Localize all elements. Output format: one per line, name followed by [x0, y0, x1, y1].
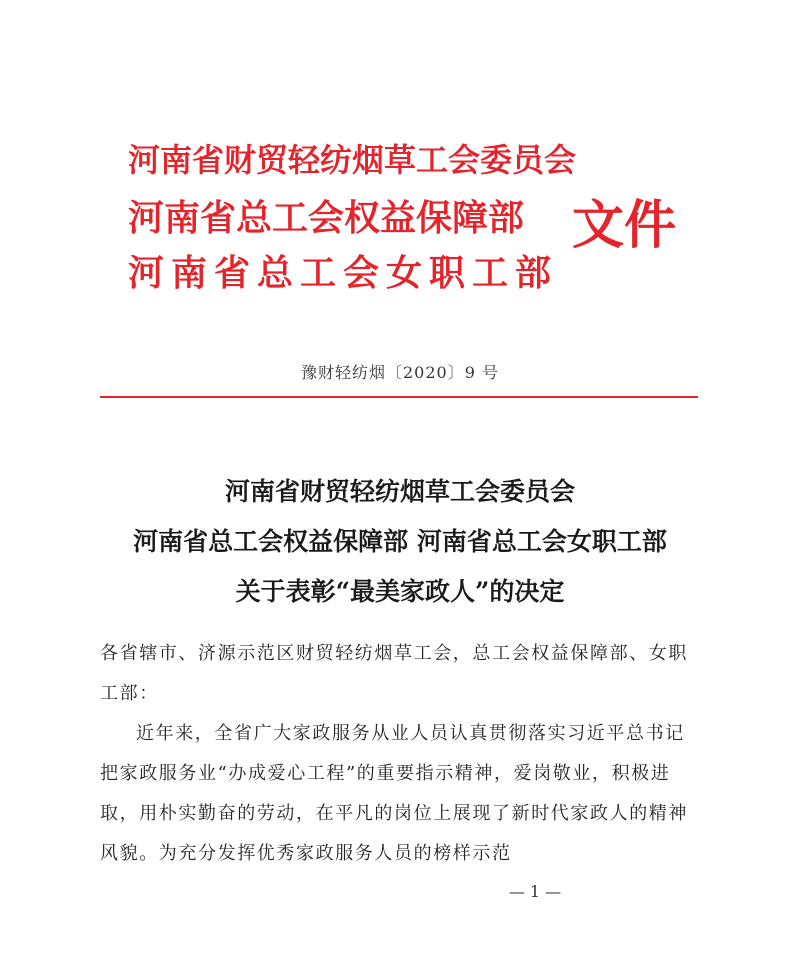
title-line-3: 关于表彰“最美家政人”的决定	[235, 577, 565, 606]
issuer-line-2: 河南省总工会权益保障部	[128, 197, 525, 239]
issuer-line-1: 河南省财贸轻纺烟草工会委员会	[128, 141, 577, 179]
title-line-1: 河南省财贸轻纺烟草工会委员会	[224, 477, 575, 506]
salutation: 各省辖市、济源示范区财贸轻纺烟草工会，总工会权益保障部、女职工部：	[100, 643, 688, 704]
title-line-2: 河南省总工会权益保障部 河南省总工会女职工部	[133, 527, 667, 556]
document-label: 文件	[572, 195, 677, 256]
issuer-line-3: 河南省总工会女职工部	[128, 252, 559, 294]
document-number: 豫财轻纺烟〔2020〕9 号	[301, 363, 499, 382]
page-number: — 1 —	[508, 882, 562, 901]
red-divider	[100, 396, 698, 398]
body-paragraph: 近年来，全省广大家政服务从业人员认真贯彻落实习近平总书记把家政服务业“办成爱心工程”的重要指示精神，爱岗敬业，积极进取，用朴实勤奋的劳动，在平凡的岗位上展现了新时代家政人的精神风貌。为充分发挥优秀家政服务人员的榜样示范	[100, 723, 688, 864]
